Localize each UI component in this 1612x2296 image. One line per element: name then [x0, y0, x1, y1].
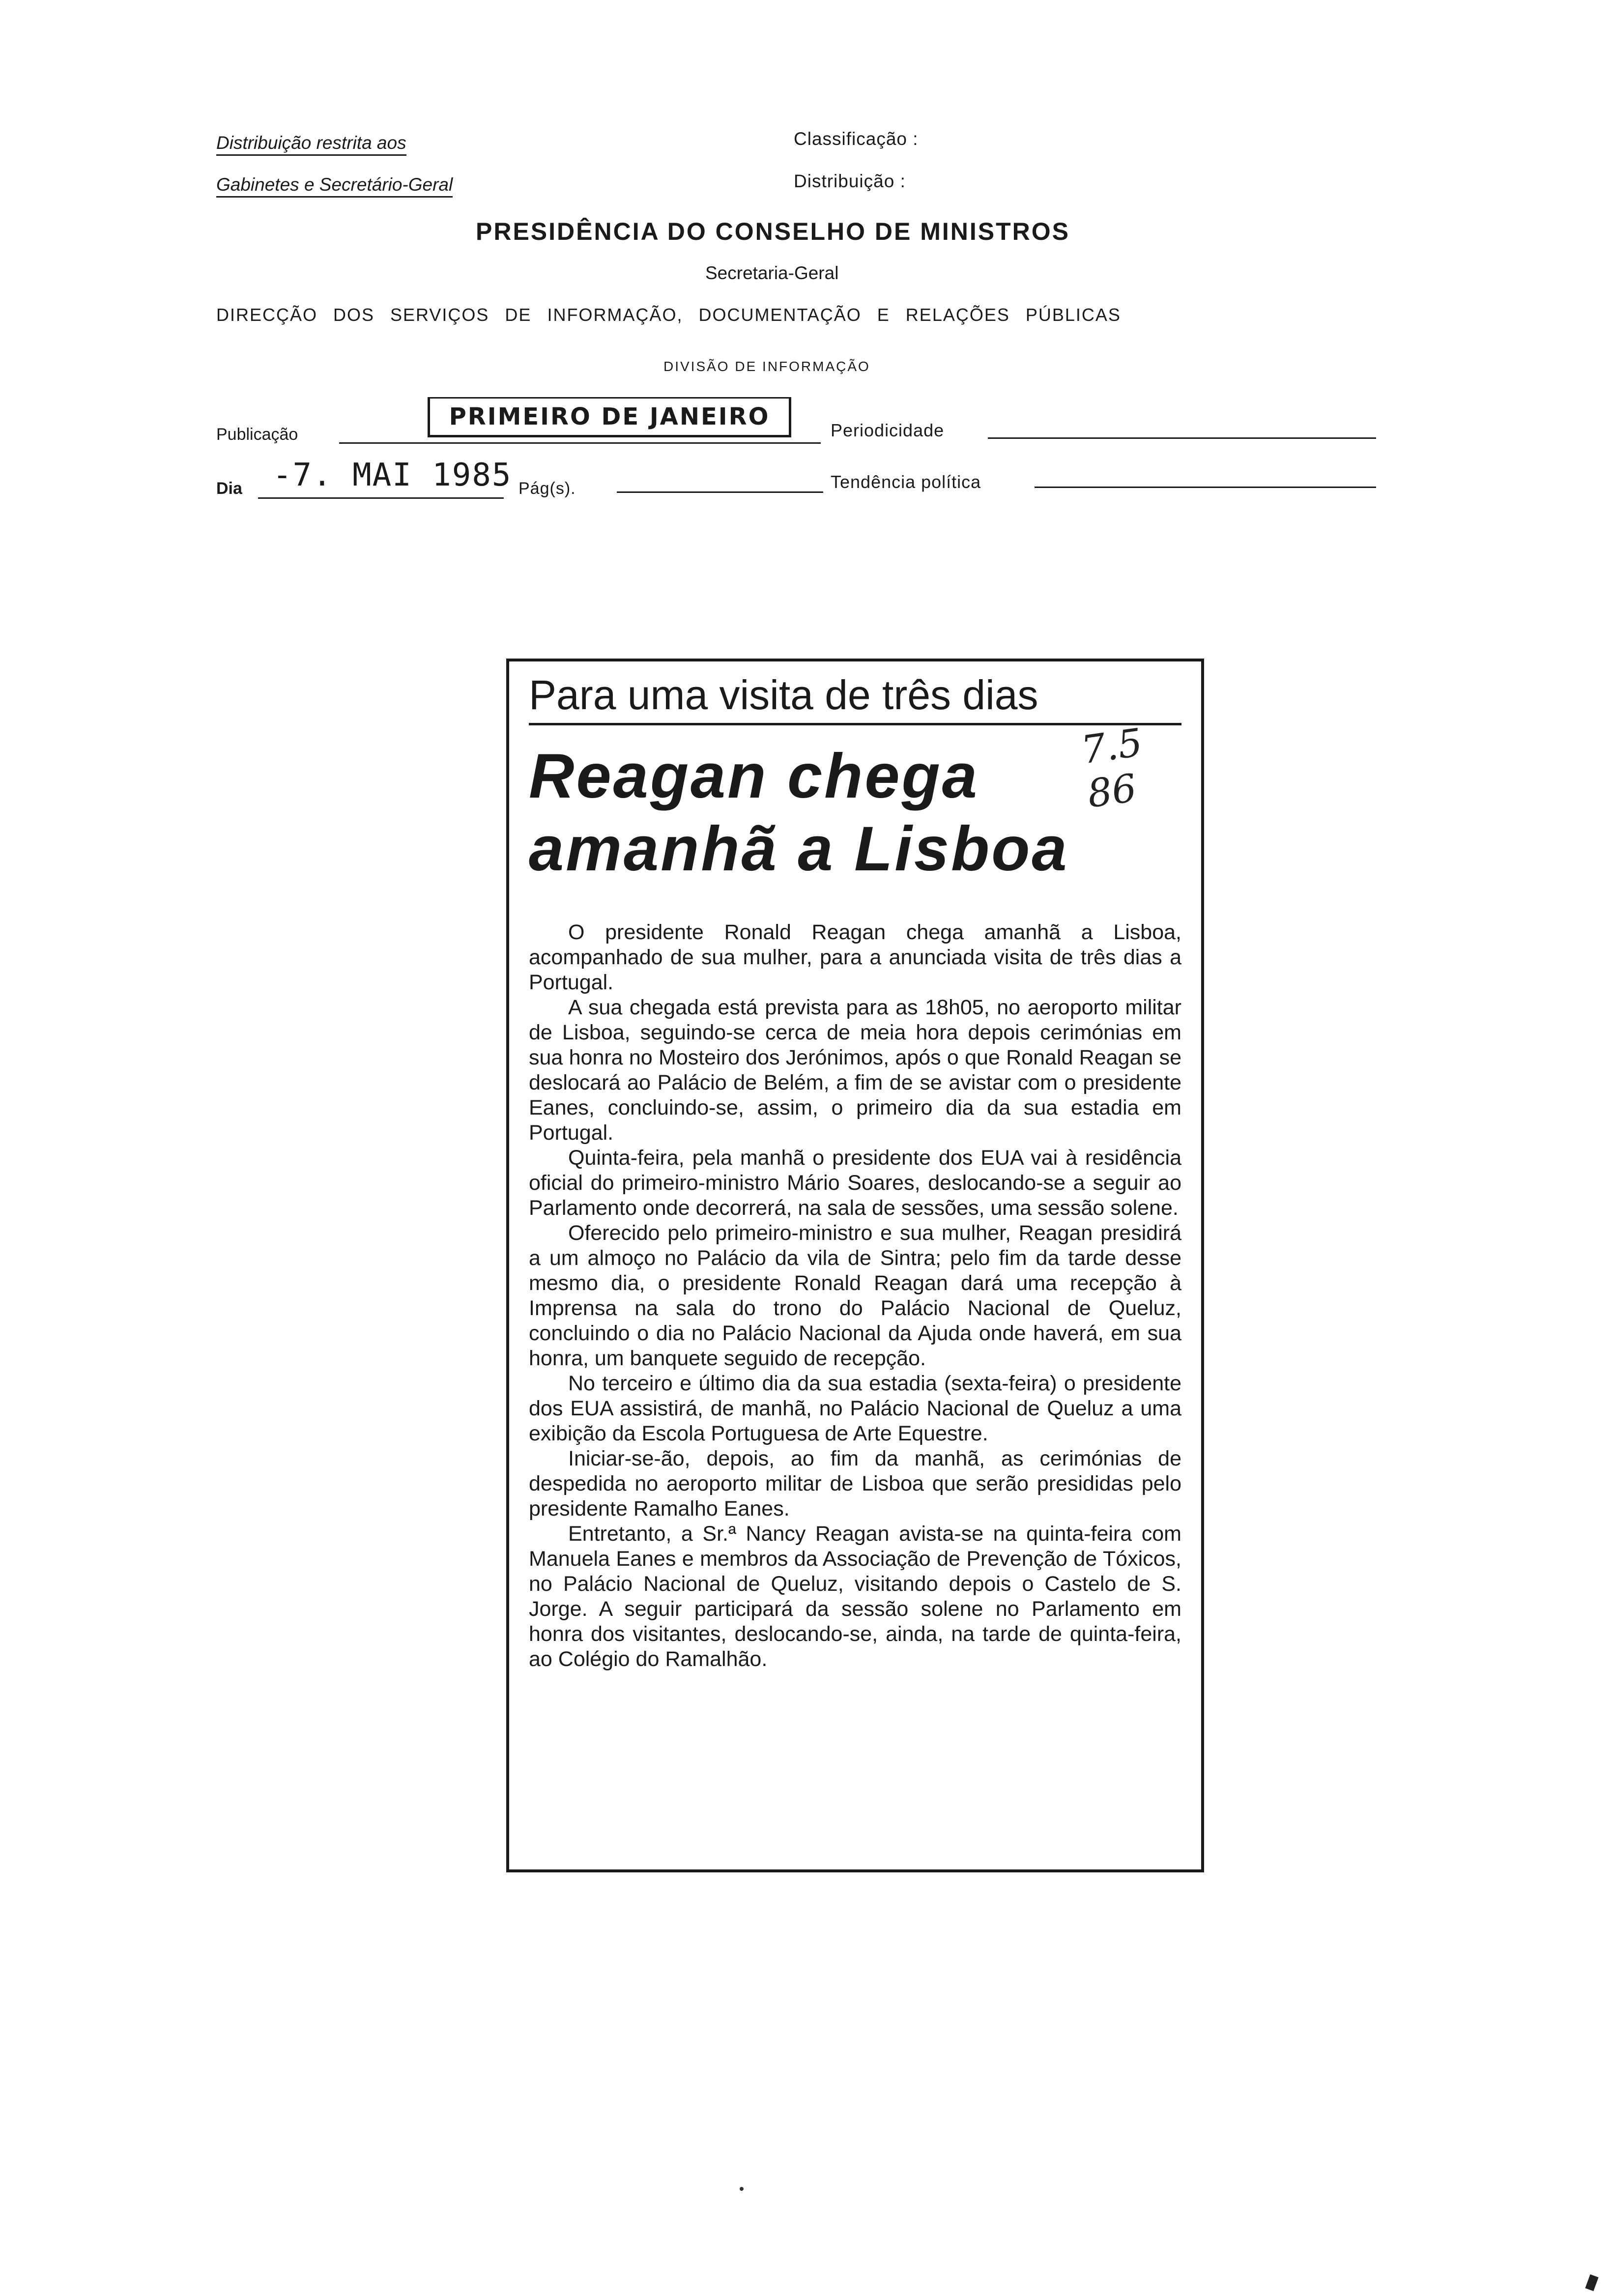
secretariat-title: Secretaria-Geral — [705, 263, 839, 283]
article-kicker: Para uma visita de três dias — [529, 671, 1181, 725]
article-paragraph: Iniciar-se-ão, depois, ao fim da manhã, as cerimónias de despedida no aeroporto militar de Lisboa que serão presididas pelo presidente Ramalho Eanes. — [529, 1447, 1181, 1521]
article-paragraph: Oferecido pelo primeiro-ministro e sua mulher, Reagan presidirá a um almoço no Palácio da vila de Sintra; pelo fim da tarde desse mesmo dia, o presidente Ronald Reagan dará uma recepção à Imprensa na sala do trono do Palácio Nacional de Queluz, concluindo o dia no Palácio Nacional da Ajuda onde haverá, em sua honra, um banquete seguido de recepção. — [529, 1221, 1181, 1370]
publication-label: Publicação — [216, 425, 298, 444]
article-paragraph: No terceiro e último dia da sua estadia (sexta-feira) o presidente dos EUA assistirá, de manhã, no Palácio Nacional de Queluz a uma exibição da Escola Portuguesa de Arte Equestre. — [529, 1372, 1181, 1445]
publication-underline — [339, 442, 821, 444]
political-tendency-label: Tendência política — [831, 472, 981, 492]
newspaper-clipping — [506, 659, 1204, 1872]
classification-label: Classificação : — [794, 129, 919, 149]
article-paragraph: Quinta-feira, pela manhã o presidente dos EUA vai à residência oficial do primeiro-ministro Mário Soares, deslocando-se a seguir ao Parlamento onde decorrerá, na sala de sessões, uma sessão solene. — [529, 1146, 1181, 1220]
clipping-content — [529, 671, 1181, 1672]
restricted-distribution-line1: Distribuição restrita aos — [216, 133, 406, 156]
day-underline — [258, 497, 504, 499]
handwritten-date-note: 7.5 86 — [1078, 720, 1145, 817]
periodicity-underline — [988, 437, 1376, 439]
day-label: Dia — [216, 479, 242, 498]
article-headline-line1: Reagan chega — [529, 741, 979, 811]
distribution-label: Distribuição : — [794, 171, 906, 191]
organization-title: PRESIDÊNCIA DO CONSELHO DE MINISTROS — [476, 218, 1070, 245]
scan-speck — [1585, 2274, 1598, 2291]
article-paragraph: A sua chegada está prevista para as 18h05, no aeroporto militar de Lisboa, seguindo-se cerca de meia hora depois cerimónias em sua honra no Mosteiro dos Jerónimos, após o que Ronald Reagan se deslocará ao Palácio de Belém, a fim de se avistar com o presidente Eanes, concluindo-se, assim, o primeiro dia da sua estadia em Portugal. — [529, 996, 1181, 1145]
restricted-distribution-line2: Gabinetes e Secretário-Geral — [216, 174, 453, 198]
division-title: DIVISÃO DE INFORMAÇÃO — [663, 359, 870, 374]
article-paragraph: O presidente Ronald Reagan chega amanhã a Lisboa, acompanhado de sua mulher, para a anunciada visita de três dias a Portugal. — [529, 920, 1181, 994]
pages-underline — [617, 491, 823, 493]
article-body — [529, 920, 1181, 1672]
article-paragraph: Entretanto, a Sr.ª Nancy Reagan avista-se na quinta-feira com Manuela Eanes e membros da Associação de Prevenção de Tóxicos, no Palácio Nacional de Queluz, visitando depois o Castelo de S. Jorge. A seguir participará da sessão solene no Parlamento em honra dos visitantes, deslocando-se, ainda, na tarde de quinta-feira, ao Colégio do Ramalhão. — [529, 1522, 1181, 1671]
pages-label: Pág(s). — [518, 479, 576, 498]
publication-value: PRIMEIRO DE JANEIRO — [449, 403, 770, 430]
directorate-title: DIRECÇÃO DOS SERVIÇOS DE INFORMAÇÃO, DOCUMENTAÇÃO E RELAÇÕES PÚBLICAS — [216, 305, 1121, 325]
political-tendency-underline — [1035, 487, 1376, 488]
day-value-stamp: -7. MAI 1985 — [273, 457, 512, 493]
publication-stamp — [428, 397, 791, 437]
periodicity-label: Periodicidade — [831, 420, 945, 440]
scan-speck — [740, 2187, 744, 2191]
article-headline-line2: amanhã a Lisboa — [529, 814, 1069, 884]
